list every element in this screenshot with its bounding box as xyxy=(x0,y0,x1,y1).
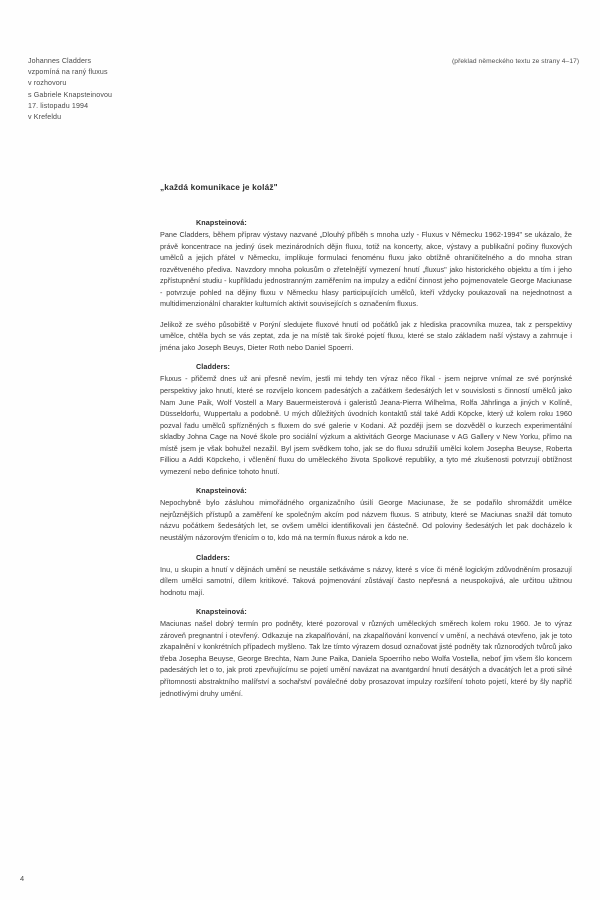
masthead-line-5: 17. listopadu 1994 xyxy=(28,101,89,110)
paragraph: Fluxus - přičemž dnes už ani přesně nevím, jestli mi tehdy ten výraz něco říkal - jsem nejprve vnímal ze své porýnské perspektivy jako hnutí, které se rozvíjelo koncem padesátých a začátkem šedesátých let v souvislosti s činností umělců jako Nam June Paik, Wolf Vostell a Mary Bauermeisterová i galeristů Jeana-Pierra Wilhelma, Rolfa Jährlinga a jiných v Kolíně, Düsseldorfu, Wuppertalu a podobně. U mých důležitých úvodních kontaktů stál také Addi Köpcke, který už kolem roku 1960 pozval řadu umělců spřízněných s fluxem do své galerie v Kodani. Až později jsem se dozvěděl o kurzech experimentální skladby Johna Cage na Nové škole pro sociální výzkum a aktivitách George Maciunase v AG Gallery v New Yorku, přímo na místě jsem je však bohužel nezažil. Byl jsem svědkem toho, jak se do fluxu sdružili umělci kolem Josepha Beuyse, Roberta Filliou a Addi Köpckeho, i včlenění fluxu do uměleckého života Spolkové republiky, a tyto mé zkušenosti potvrzují obtížnost vymezení nebo definice tohoto hnutí. xyxy=(160,374,572,476)
interview-block xyxy=(160,218,572,353)
masthead-line-2: vzpomíná na raný fluxus xyxy=(28,68,108,77)
paragraph: Nepochybně bylo zásluhou mimořádného organizačního úsilí George Maciunase, že se podařilo shromáždit umělce nejrůznějších přístupů a zaměření ke společným akcím pod názvem fluxus. S atributy, které se Maciunas snažil dát tomuto názvu počátkem šedesátých let, se ovšem umělci identifikovali jen částečně. Od poloviny šedesátých let pak docházelo k neustálým názorovým třenicím o to, kdo má na termín fluxus nárok a kdo ne. xyxy=(160,498,572,543)
paragraph: Pane Cladders, během příprav výstavy nazvané „Dlouhý příběh s mnoha uzly - Fluxus v Německu 1962-1994" se ukázalo, že právě koncentrace na jediný úsek mezinárodních dějin fluxu, totiž na koncerty, akce, výstavy a publikační počiny fluxových umělců a jejich přátel v Německu, implikuje formulaci fenoménu fluxu jako obtížně ohraničitelného a do mnoha stran rozvětveného přediva. Navzdory mnoha pokusům o zřetelnější vymezení hnutí „fluxus" jako historického objektu a tím i jeho zpřístupnění studiu - kupříkladu jednostranným zaměřením na impulzy a ediční činnost jeho pojmenovatele George Maciunase - potvrzuje pohled na dějiny fluxu v Německu hlasy participujících umělců, kteří vždycky poukazovali na nejednotnost a multidimenzionální charakter kulturních aktivit souvisejících s označením fluxus. xyxy=(160,230,572,309)
masthead-line-4: s Gabriele Knapsteinovou xyxy=(28,90,113,99)
masthead xyxy=(28,56,248,123)
paragraph: Jelikož ze svého působiště v Porýní sledujete fluxové hnutí od počátků jak z hlediska pracovníka muzea, tak z perspektivy umělce, chtěla bych se vás zeptat, zda je na místě tak široké pojetí fluxu, které se stalo základem naší výstavy a zahrnuje i jména jako Joseph Beuys, Dieter Roth nebo Daniel Spoerri. xyxy=(160,319,572,352)
page-number: 4 xyxy=(20,874,25,883)
paragraph: Maciunas našel dobrý termín pro podněty, které pozoroval v různých uměleckých směrech kolem roku 1960. Je to výraz zároveň pregnantní i otevřený. Odkazuje na zkapalňování, na zkapalňování konvencí v umění, a nechává otevřeno, jak je toto zkapalnění v konkrétních případech myšleno. Tak lze tímto výrazem dosud označovat jisté podněty tak různorodých tvůrců jako třeba Josepha Beuyse, George Brechta, Nam June Paika, Daniela Spoerriho nebo Wolfa Vostella, neboť jim všem šlo koncem padesátých let o to, jak proti zpevňujícímu se pojetí umění navázat na avantgardní hnutí desátých a dvacátých let a proti silné přítomnosti abstraktního malířství a sochařství poválečné doby prosazovat impulzy rozšíření tohoto pojetí, které by šly napříč jednotlivými druhy umění. xyxy=(160,619,572,698)
speaker-label: Knapsteinová: xyxy=(196,607,247,617)
interview-block xyxy=(160,362,572,477)
paragraph: Inu, u skupin a hnutí v dějinách umění se neustále setkáváme s názvy, které s více či méně logickým zdůvodněním prosazují dílem umělci samotní, dílem kritikové. Taková pojmenování zůstávají často nepřesná a neuspokojivá, ale určitou užitnou hodnotu mají. xyxy=(160,564,572,597)
interview-block xyxy=(160,553,572,599)
masthead-line-6: v Krefeldu xyxy=(28,113,62,122)
speaker-label: Knapsteinová: xyxy=(196,218,247,227)
speaker-label: Cladders: xyxy=(196,552,231,562)
page-title: „každá komunikace je koláž" xyxy=(160,182,278,192)
speaker-label: Knapsteinová: xyxy=(196,486,247,496)
interview-block xyxy=(160,486,572,543)
masthead-line-1: Johannes Cladders xyxy=(28,57,92,65)
interview-column xyxy=(160,182,572,699)
masthead-line-3: v rozhovoru xyxy=(28,79,67,88)
speaker-label: Cladders: xyxy=(196,362,231,372)
translation-note: (překlad německého textu ze strany 4–17) xyxy=(452,58,580,65)
interview-block xyxy=(160,607,572,699)
